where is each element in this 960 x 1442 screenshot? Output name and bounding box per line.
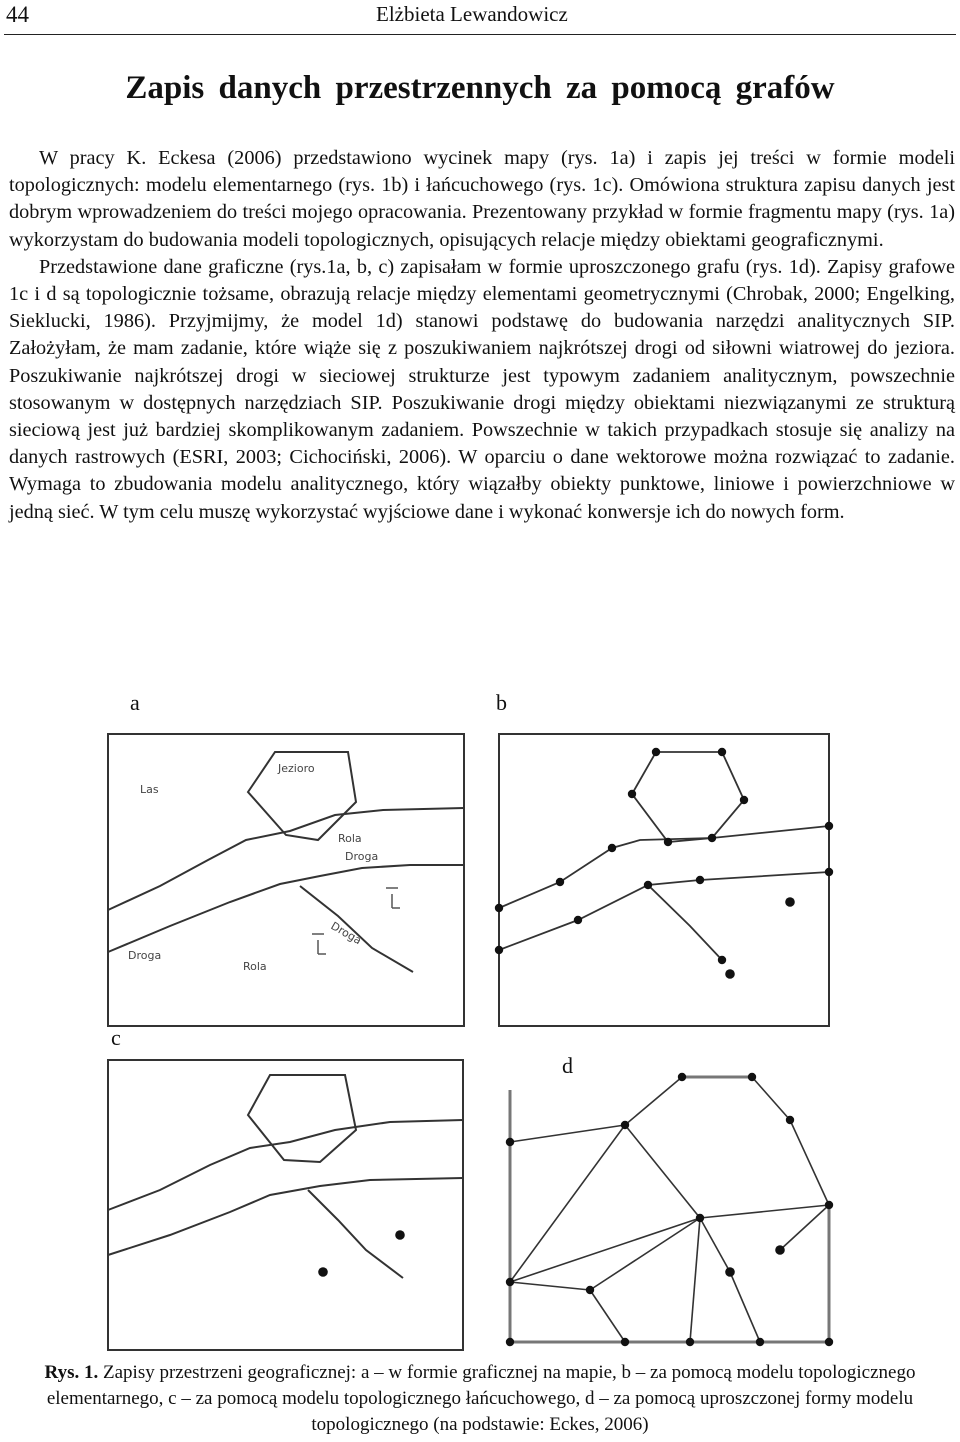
node [664,838,672,846]
node [652,748,660,756]
lake-edges [632,752,744,842]
panel-b-elementary-model [495,734,833,1026]
branch-chain [308,1190,403,1278]
map-label-droga-diag: Droga [328,919,364,948]
panel-label-d: d [562,1053,573,1078]
node [495,904,503,912]
header-rule [4,34,956,35]
point-object [395,1230,405,1240]
node [621,1121,629,1129]
point-object [725,969,735,979]
node [825,1338,833,1346]
graph-edges [510,1077,829,1342]
node [556,878,564,886]
figure-1 [0,690,960,1370]
road-branch-line [300,886,413,972]
panel-a-frame [108,734,464,1026]
node [825,1201,833,1209]
node [574,916,582,924]
map-label-rola-top: Rola [338,832,362,845]
node [686,1338,694,1346]
node [718,956,726,964]
node [628,790,636,798]
node [495,946,503,954]
panel-a-labels [128,762,378,973]
node [708,834,716,842]
panel-b-frame [499,734,829,1026]
map-label-droga-left: Droga [128,949,162,962]
node [825,868,833,876]
branch-edge [648,885,722,960]
node [506,1338,514,1346]
road-upper-chain [108,1120,463,1210]
point-object [785,897,795,907]
running-head-author: Elżbieta Lewandowicz [376,2,568,26]
node [586,1286,594,1294]
road-lower-edges [499,872,829,950]
road-lower-edge [108,865,464,952]
figure-drawing [0,690,960,1370]
node [608,844,616,852]
wind-turbine-symbol-1 [386,888,400,908]
node [786,1116,794,1124]
map-label-las: Las [140,783,159,796]
node [696,876,704,884]
point-object [725,1267,735,1277]
panel-c-chain-model [108,1060,463,1350]
road-upper-edge [108,808,464,910]
node [825,822,833,830]
node [740,796,748,804]
panel-d-simplified-graph [506,1073,833,1346]
panel-a-map [108,734,464,1026]
panel-label-a: a [130,690,140,715]
node [748,1073,756,1081]
body-text [9,145,955,526]
node [718,748,726,756]
node [678,1073,686,1081]
page-header [0,0,960,36]
point-object [775,1245,785,1255]
node [506,1138,514,1146]
road-upper-edges [499,826,829,908]
panel-c-frame [108,1060,463,1350]
point-object [318,1267,328,1277]
node [696,1214,704,1222]
page-number: 44 [6,2,29,27]
paragraph-1: W pracy K. Eckesa (2006) przedstawiono wycinek mapy (rys. 1a) i zapis jej treści w formie modeli topologicznych: modelu elementarnego (rys. 1b) i łańcuchowego (rys. 1c). Omówiona struktura zapisu danych jest dobrym wprowadzeniem do treści mojego opracowania. Prezentowany przykład w formie fragmentu mapy (rys. 1a) wykorzystam do budowania modeli topologicznych, opisujących relacje między obiektami geograficznymi. [9,147,955,251]
lake-chain [248,1075,356,1162]
panel-b-nodes [495,748,833,979]
node [644,881,652,889]
panel-label-b: b [496,690,507,715]
figure-caption [20,1360,940,1438]
caption-text: Zapisy przestrzeni geograficznej: a – w formie graficznej na mapie, b – za pomocą modelu topologicznego elementarnego, c – za pomocą modelu topologicznego łańcuchowego, d – za pomocą uproszczonej formy modelu topologicznego (na podstawie: Eckes, 2006) [46,1362,916,1435]
map-label-rola-bottom: Rola [243,960,267,973]
node [621,1338,629,1346]
paragraph-2: Przedstawione dane graficzne (rys.1a, b, c) zapisałam w formie uproszczonego grafu (rys. 1d). Zapisy grafowe 1c i d są topologicznie tożsame, obrazują relacje między elementami geometrycznymi (Chrobak, 2000; Engelking, Sieklucki, 1986). Przyjmijmy, że model 1d) stanowi podstawę do budowania narzędzi analitycznych SIP. Założyłam, że mam zadanie, które wiąże się z poszukiwaniem najkrótszej drogi od siłowni wiatrowej do jeziora. Poszukiwanie najkrótszej drogi w sieciowej strukturze jest typowym zadaniem analitycznym, powszechnie stosowanym w dostępnych narzędziach SIP. Poszukiwanie drogi między obiektami niezwiązanymi ze strukturą sieciową jest już bardziej skomplikowanym zadaniem. Powszechnie w takich przypadkach stosuje się analizy na danych rastrowych (ESRI, 2003; Cichociński, 2006). W oparciu o dane wektorowe można rozwiązać to zadanie. Wymaga to zbudowania modelu analitycznego, który wiązałby obiekty punktowe, liniowe i powierzchniowe w jedną sieć. W tym celu muszę wykorzystać wyjściowe dane i wykonać konwersje ich do nowych form. [9,255,955,523]
panel-label-c: c [111,1025,121,1050]
wind-turbine-symbol-2 [312,934,326,954]
caption-prefix: Rys. 1. [44,1362,99,1383]
map-label-jezioro: Jezioro [278,762,315,775]
map-label-droga-top: Droga [345,850,379,863]
section-title: Zapis danych przestrzennych za pomocą grafów [125,70,835,106]
node [506,1278,514,1286]
node [756,1338,764,1346]
